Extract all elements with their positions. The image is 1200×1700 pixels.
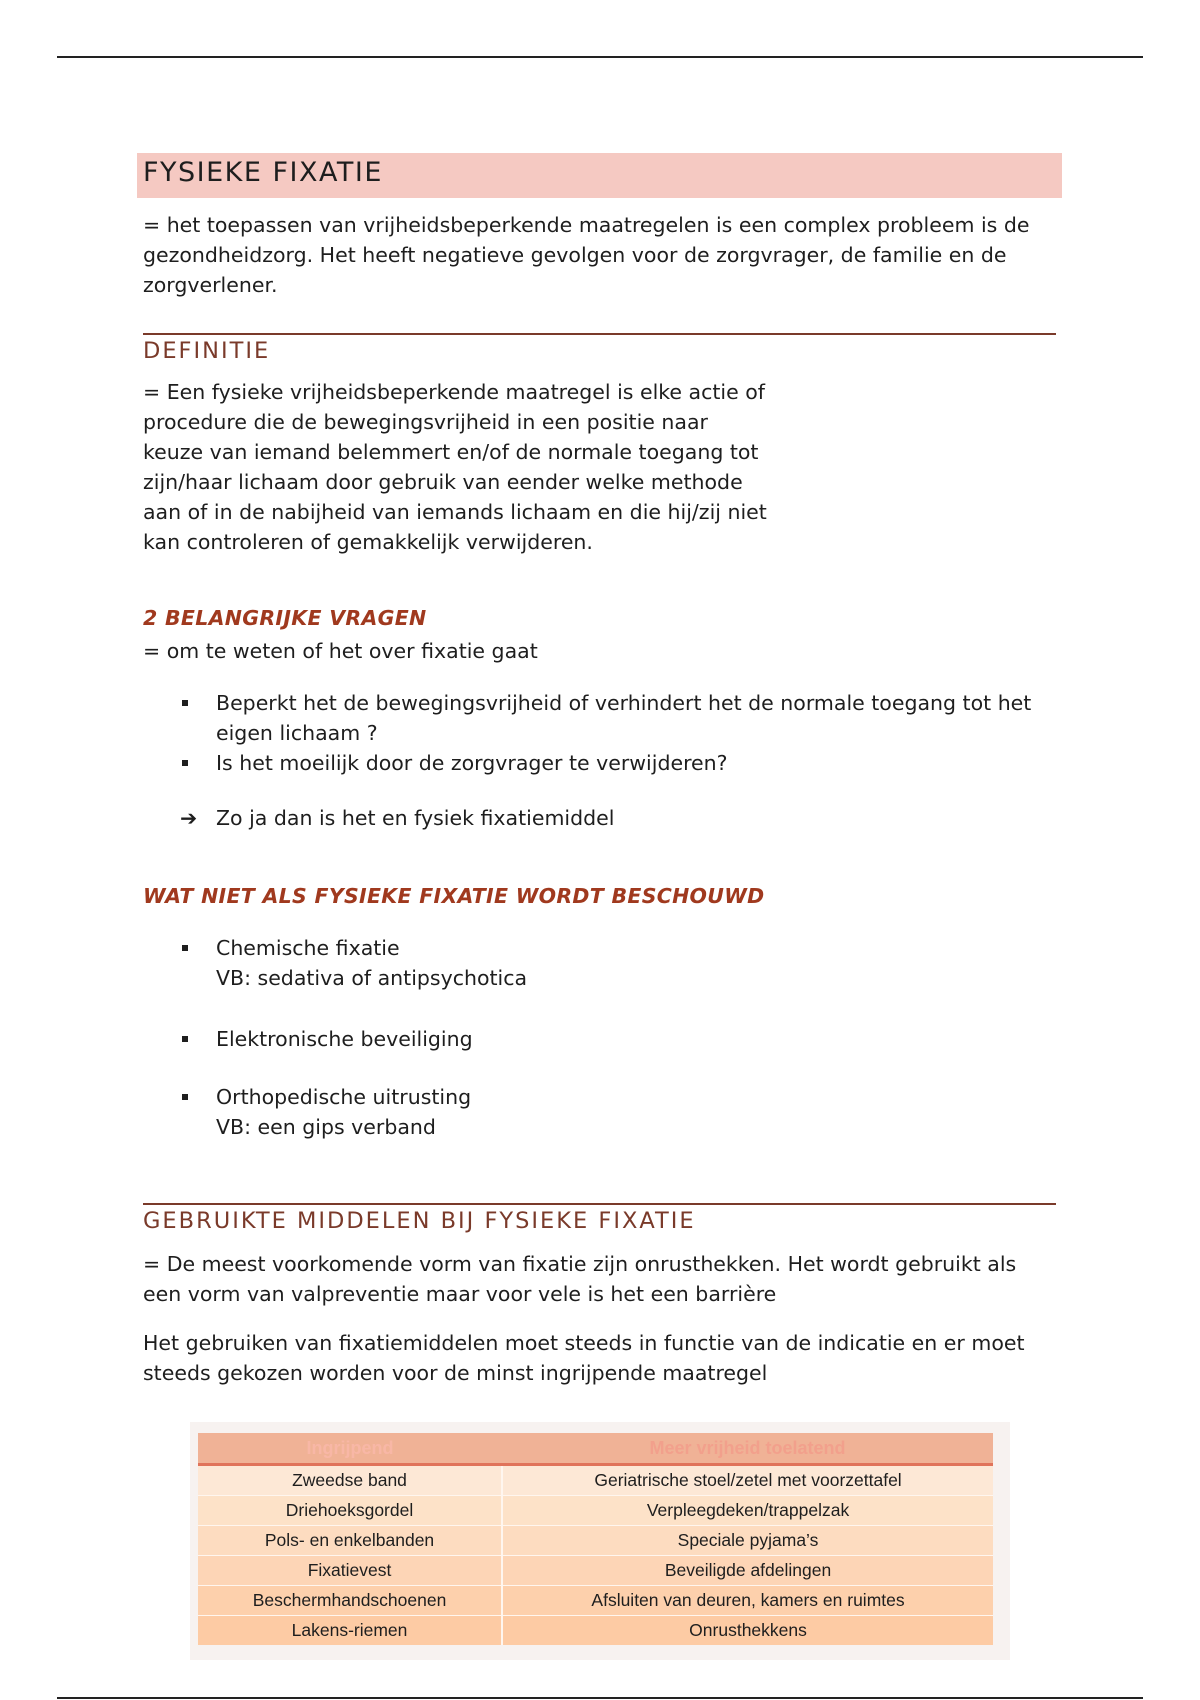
table-cell: Beschermhandschoenen	[198, 1586, 502, 1616]
list-item-example: VB: sedativa of antipsychotica	[216, 966, 528, 990]
table-row	[198, 1586, 993, 1616]
middelen-heading: GEBRUIKTE MIDDELEN BIJ FYSIEKE FIXATIE	[143, 1208, 696, 1234]
table-cell: Speciale pyjama’s	[502, 1526, 993, 1556]
table-cell: Driehoeksgordel	[198, 1496, 502, 1526]
table-row	[198, 1556, 993, 1586]
table-cell: Geriatrische stoel/zetel met voorzettafel	[502, 1465, 993, 1496]
table-header-row	[198, 1433, 993, 1465]
column-header: Meer vrijheid toelatend	[502, 1433, 993, 1465]
vragen-list	[180, 688, 1060, 778]
definitie-heading: DEFINITIE	[143, 338, 271, 364]
arrow-right-icon: ➔	[180, 806, 198, 830]
list-item-text: Chemische fixatie	[216, 936, 400, 960]
table-cell: Beveiligde afdelingen	[502, 1556, 993, 1586]
niet-fixatie-heading: WAT NIET ALS FYSIEKE FIXATIE WORDT BESCHOUWD	[143, 884, 765, 908]
definitie-line: = Een fysieke vrijheidsbeperkende maatregel is elke actie of	[143, 380, 766, 404]
list-item	[180, 748, 1060, 778]
page-bottom-rule	[57, 1697, 1143, 1699]
middelen-paragraph: Het gebruiken van fixatiemiddelen moet steeds in functie van de indicatie en er moet steeds gekozen worden voor de minst ingrijpende maatregel	[143, 1331, 1025, 1385]
definitie-line: procedure die de bewegingsvrijheid in een positie naar	[143, 410, 708, 434]
table-cell: Pols- en enkelbanden	[198, 1526, 502, 1556]
vragen-heading: 2 BELANGRIJKE VRAGEN	[143, 606, 427, 630]
table-cell: Fixatievest	[198, 1556, 502, 1586]
list-item	[180, 1082, 1060, 1142]
middelen-paragraph: = De meest voorkomende vorm van fixatie zijn onrusthekken. Het wordt gebruikt als een vorm van valpreventie maar voor vele is het een barrière	[143, 1252, 1017, 1306]
column-header: Ingrijpend	[198, 1433, 502, 1465]
list-item-text: Beperkt het de bewegingsvrijheid of verhindert het de normale toegang tot het eigen lichaam ?	[216, 691, 1032, 745]
list-item	[180, 933, 1060, 993]
bullet-icon	[182, 760, 188, 766]
vragen-intro: = om te weten of het over fixatie gaat	[143, 639, 538, 663]
niet-fixatie-list	[180, 933, 1060, 993]
page-title: FYSIEKE FIXATIE	[143, 157, 383, 188]
list-item-example: VB: een gips verband	[216, 1115, 436, 1139]
table-row	[198, 1526, 993, 1556]
niet-fixatie-list	[180, 1082, 1060, 1142]
table-cell: Zweedse band	[198, 1465, 502, 1496]
fixatie-table-container	[190, 1422, 1010, 1660]
list-item-text: Orthopedische uitrusting	[216, 1085, 472, 1109]
definitie-line: kan controleren of gemakkelijk verwijderen.	[143, 530, 593, 554]
list-item	[180, 1024, 1060, 1054]
niet-fixatie-list	[180, 1024, 1060, 1054]
fixatie-table	[198, 1433, 993, 1645]
vragen-conclusion	[180, 803, 614, 833]
definitie-text	[143, 377, 843, 557]
table-row	[198, 1496, 993, 1526]
table-row	[198, 1465, 993, 1496]
definitie-line: aan of in de nabijheid van iemands lichaam en die hij/zij niet	[143, 500, 767, 524]
definitie-line: keuze van iemand belemmert en/of de normale toegang tot	[143, 440, 759, 464]
list-item-text: Is het moeilijk door de zorgvrager te verwijderen?	[216, 751, 728, 775]
bullet-icon	[182, 700, 188, 706]
list-item-text: Elektronische beveiliging	[216, 1027, 473, 1051]
table-cell: Afsluiten van deuren, kamers en ruimtes	[502, 1586, 993, 1616]
conclusion-text: Zo ja dan is het en fysiek fixatiemiddel	[216, 806, 615, 830]
section-divider	[143, 1203, 1056, 1205]
intro-paragraph: = het toepassen van vrijheidsbeperkende maatregelen is een complex probleem is de gezondheidzorg. Het heeft negatieve gevolgen voor de zorgvrager, de familie en de zorgverlener.	[143, 213, 1030, 297]
table-cell: Verpleegdeken/trappelzak	[502, 1496, 993, 1526]
list-item	[180, 688, 1060, 748]
bullet-icon	[182, 1094, 188, 1100]
definitie-line: zijn/haar lichaam door gebruik van eender welke methode	[143, 470, 743, 494]
page-top-rule	[57, 56, 1143, 58]
section-divider	[143, 333, 1056, 335]
table-cell: Lakens-riemen	[198, 1616, 502, 1646]
bullet-icon	[182, 945, 188, 951]
bullet-icon	[182, 1036, 188, 1042]
table-cell: Onrusthekkens	[502, 1616, 993, 1646]
table-row	[198, 1616, 993, 1646]
